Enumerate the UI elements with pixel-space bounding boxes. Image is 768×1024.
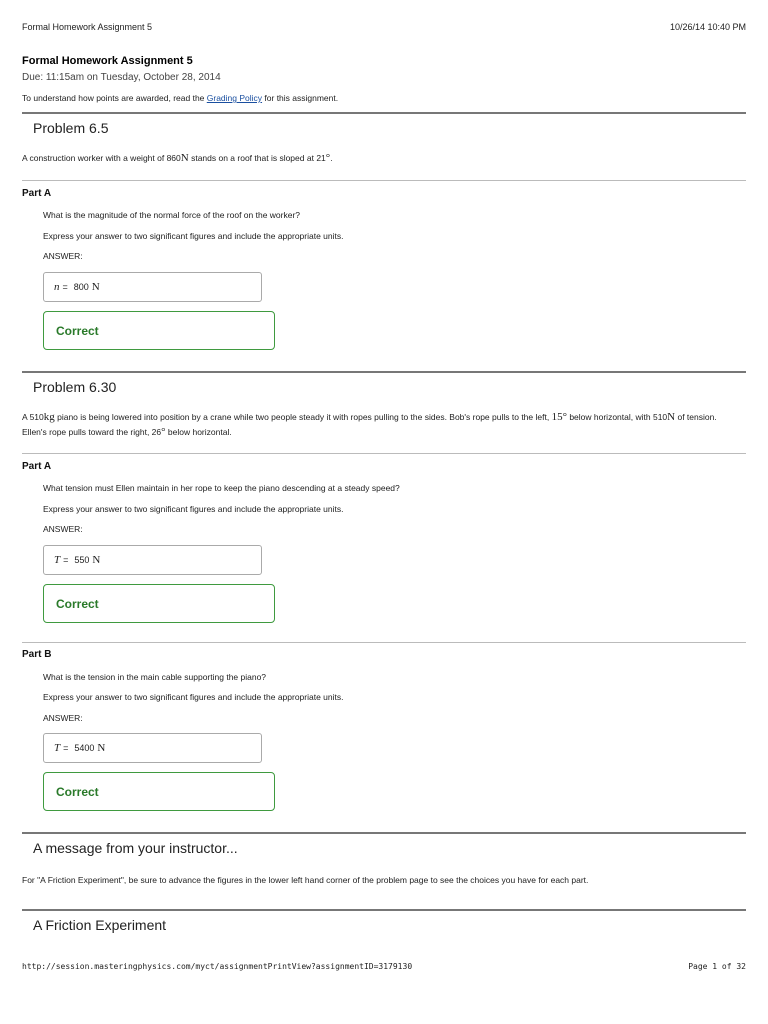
answer-unit: N xyxy=(92,554,101,566)
mass-value: 510 xyxy=(29,412,44,422)
part-a-question: What is the magnitude of the normal force of the roof on the worker? xyxy=(43,210,301,220)
answer-label: ANSWER: xyxy=(43,251,83,261)
degree-symbol: ° xyxy=(562,411,567,423)
print-header-title: Formal Homework Assignment 5 xyxy=(22,22,153,32)
answer-value: 5400 xyxy=(74,743,95,753)
part-divider xyxy=(22,453,746,454)
problem-6-5-statement xyxy=(22,151,742,166)
correct-feedback: Correct xyxy=(43,311,275,350)
part-a-label: Part A xyxy=(22,188,52,199)
bob-tension-value: 510 xyxy=(652,412,668,422)
friction-experiment-title: A Friction Experiment xyxy=(33,917,167,933)
grading-intro-text: To understand how points are awarded, read the xyxy=(22,93,207,103)
section-divider xyxy=(22,371,746,373)
answer-value: 800 xyxy=(73,282,89,292)
ellen-angle-value: 26 xyxy=(151,427,162,437)
answer-equals: = xyxy=(63,743,69,753)
problem-6-30-statement xyxy=(22,410,742,440)
answer-variable: n xyxy=(54,281,60,293)
weight-value: 860 xyxy=(166,153,181,163)
grading-intro-suffix: for this assignment. xyxy=(262,93,339,103)
grading-policy-link[interactable]: Grading Policy xyxy=(206,93,263,103)
answer-field[interactable] xyxy=(43,272,262,302)
grading-intro xyxy=(22,93,338,103)
statement-text: . xyxy=(330,153,333,163)
instructor-message-text: For "A Friction Experiment", be sure to advance the figures in the lower left hand corner of the problem page to see the choices you have for each part. xyxy=(22,875,589,885)
part-a-label: Part A xyxy=(22,461,52,472)
part-a-question: What tension must Ellen maintain in her rope to keep the piano descending at a steady speed? xyxy=(43,483,400,493)
page-number: Page 1 of 32 xyxy=(688,962,746,971)
problem-6-30-title: Problem 6.30 xyxy=(33,379,117,395)
statement-text: below horizontal, with xyxy=(566,412,653,422)
answer-equals: = xyxy=(62,282,68,292)
problem-6-5-title: Problem 6.5 xyxy=(33,120,109,136)
due-date: Due: 11:15am on Tuesday, October 28, 2014 xyxy=(22,72,221,83)
section-divider xyxy=(22,909,746,911)
mass-unit: kg xyxy=(43,411,55,423)
answer-unit: N xyxy=(97,742,106,754)
bob-angle-value: 15 xyxy=(551,411,563,423)
section-divider xyxy=(22,112,746,114)
tension-unit: N xyxy=(667,411,676,423)
degree-symbol: ° xyxy=(161,426,166,438)
statement-text: A construction worker with a weight of xyxy=(22,153,167,163)
assignment-title: Formal Homework Assignment 5 xyxy=(22,55,193,67)
answer-variable: T xyxy=(54,742,61,754)
section-divider xyxy=(22,832,746,834)
part-divider xyxy=(22,180,746,181)
answer-label: ANSWER: xyxy=(43,524,83,534)
degree-symbol: ° xyxy=(325,152,331,164)
answer-equals: = xyxy=(63,555,69,565)
answer-unit: N xyxy=(91,281,100,293)
part-b-instructions: Express your answer to two significant figures and include the appropriate units. xyxy=(43,692,344,702)
answer-variable: T xyxy=(54,554,61,566)
answer-label: ANSWER: xyxy=(43,713,83,723)
weight-unit: N xyxy=(180,152,189,164)
answer-value: 550 xyxy=(74,555,90,565)
part-b-question: What is the tension in the main cable supporting the piano? xyxy=(43,672,267,682)
print-footer-url: http://session.masteringphysics.com/myct/assignmentPrintView?assignmentID=3179130 xyxy=(22,962,413,971)
answer-field[interactable] xyxy=(43,545,262,575)
part-divider xyxy=(22,642,746,643)
correct-feedback: Correct xyxy=(43,584,275,623)
statement-text: below horizontal. xyxy=(165,427,232,437)
instructor-message-title: A message from your instructor... xyxy=(33,840,238,856)
statement-text: A xyxy=(22,412,30,422)
part-a-instructions: Express your answer to two significant figures and include the appropriate units. xyxy=(43,231,344,241)
part-b-label: Part B xyxy=(22,649,52,660)
angle-value: 21 xyxy=(316,153,326,163)
statement-text: stands on a roof that is sloped at xyxy=(188,153,317,163)
statement-text: of tension. Ellen's rope pulls toward the right, xyxy=(22,412,717,437)
correct-feedback: Correct xyxy=(43,772,275,811)
part-a-instructions: Express your answer to two significant figures and include the appropriate units. xyxy=(43,504,344,514)
answer-field[interactable] xyxy=(43,733,262,763)
statement-text: piano is being lowered into position by a crane while two people steady it with ropes pulling to the sides. Bob's rope pulls to the left, xyxy=(54,412,552,422)
print-header-timestamp: 10/26/14 10:40 PM xyxy=(669,22,746,32)
